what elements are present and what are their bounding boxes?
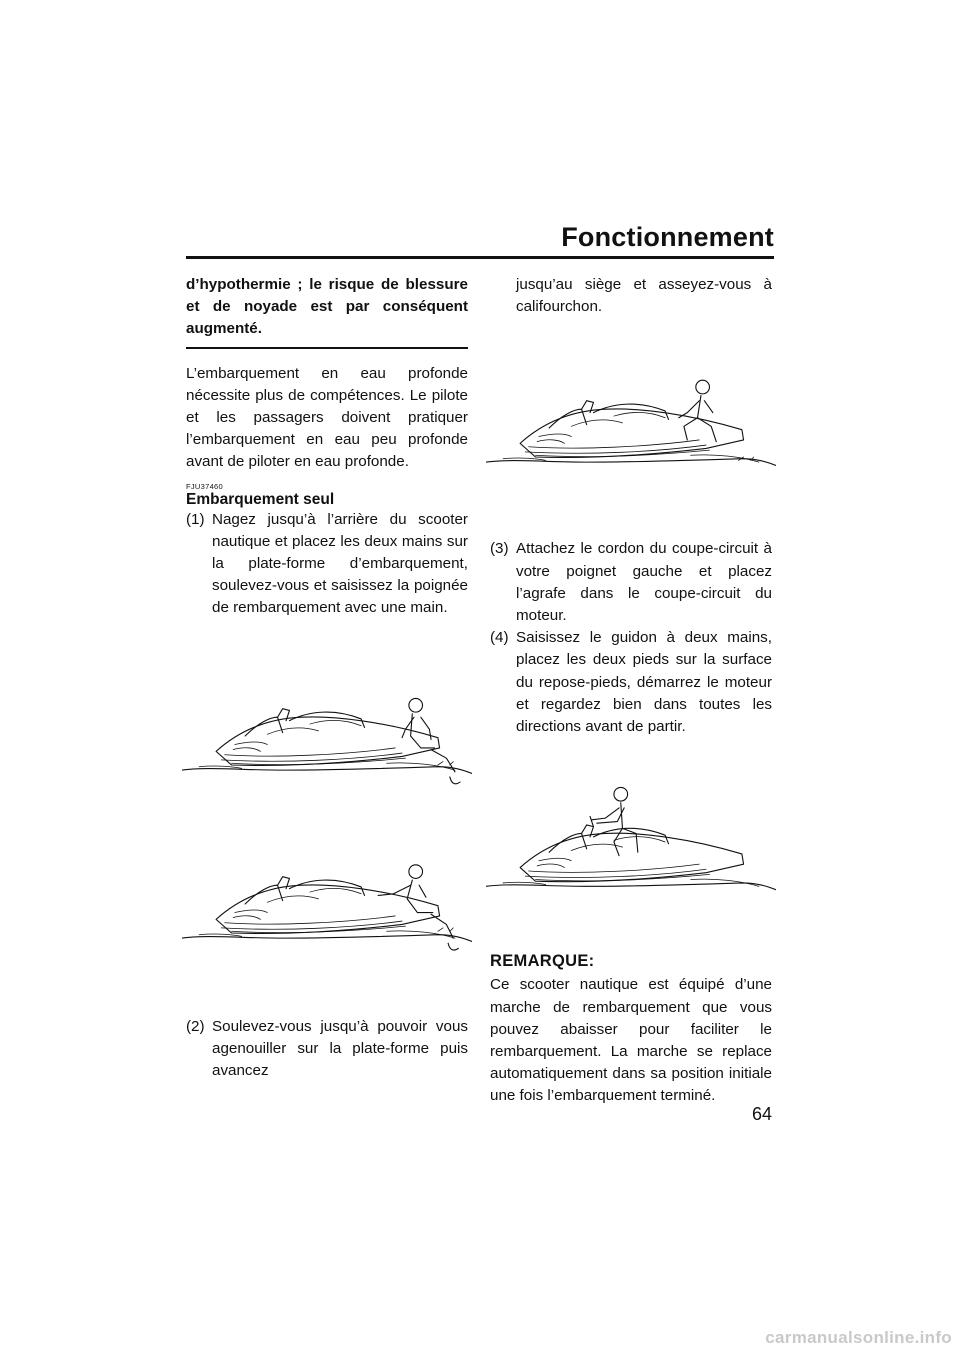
left-column bbox=[186, 274, 468, 1082]
illustration-step4 bbox=[490, 772, 772, 950]
watermark: carmanualsonline.info bbox=[765, 1328, 952, 1347]
step-text: Saisissez le guidon à deux mains, placez les deux pieds sur la surface du repose-pieds, démarrez le moteur et regardez bien dans toutes les directions avant de partir. bbox=[516, 629, 772, 736]
illustration-step1-a bbox=[186, 666, 468, 834]
note-text: Ce scooter nautique est équipé d’une marche de rembarquement que vous pouvez abaisser pour faciliter le rembarquement. La marche se replace automatiquement dans sa position initiale une fois l’embarquement terminé. bbox=[490, 976, 772, 1105]
deep-water-paragraph: L’embarquement en eau profonde nécessite plus de compétences. Le pilote et les passagers doivent pratiquer l’embarquement en eau peu profonde avant de piloter en eau profonde. bbox=[186, 364, 468, 471]
step-number: (4) bbox=[490, 629, 509, 647]
section-heading: Embarquement seul bbox=[186, 490, 335, 508]
step-number: (2) bbox=[186, 1017, 205, 1035]
step-text: Soulevez-vous jusqu’à pouvoir vous agenouiller sur la plate-forme puis avancez bbox=[212, 1017, 468, 1080]
illustration-step1-b bbox=[186, 834, 468, 1002]
note-title: REMARQUE: bbox=[490, 952, 595, 971]
step-1 bbox=[186, 509, 468, 620]
header-rule bbox=[186, 256, 774, 259]
jetski-swimmer-drawing bbox=[182, 666, 472, 806]
right-column bbox=[490, 274, 772, 1108]
page-number: 64 bbox=[751, 1104, 772, 1124]
step-3 bbox=[490, 538, 772, 627]
step-number: (1) bbox=[186, 510, 205, 528]
warning-rule bbox=[186, 347, 468, 349]
page-title: Fonctionnement bbox=[561, 222, 774, 252]
step-text: Nagez jusqu’à l’arrière du scooter nautique et placez les deux mains sur la plate-forme d’embarquement, soulevez-vous et saisissez la poignée de rembarquement avec une main. bbox=[212, 510, 468, 617]
step-4 bbox=[490, 627, 772, 738]
step-text: Attachez le cordon du coupe-circuit à votre poignet gauche et placez l’agrafe dans le coupe-circuit du moteur. bbox=[516, 540, 772, 625]
jetski-climbing-drawing bbox=[182, 834, 472, 974]
step-2-continued bbox=[490, 274, 772, 318]
step-text: jusqu’au siège et asseyez-vous à califourchon. bbox=[516, 276, 772, 316]
jetski-kneeling-drawing bbox=[486, 358, 776, 498]
jetski-rider-seated-drawing bbox=[486, 772, 776, 912]
step-number: (3) bbox=[490, 540, 509, 558]
illustration-step2 bbox=[490, 358, 772, 538]
section-code: FJU37460 bbox=[186, 481, 224, 491]
step-2 bbox=[186, 1016, 468, 1083]
warning-text-end: d’hypothermie ; le risque de blessure et de noyade est par conséquent augmenté. bbox=[186, 276, 468, 338]
